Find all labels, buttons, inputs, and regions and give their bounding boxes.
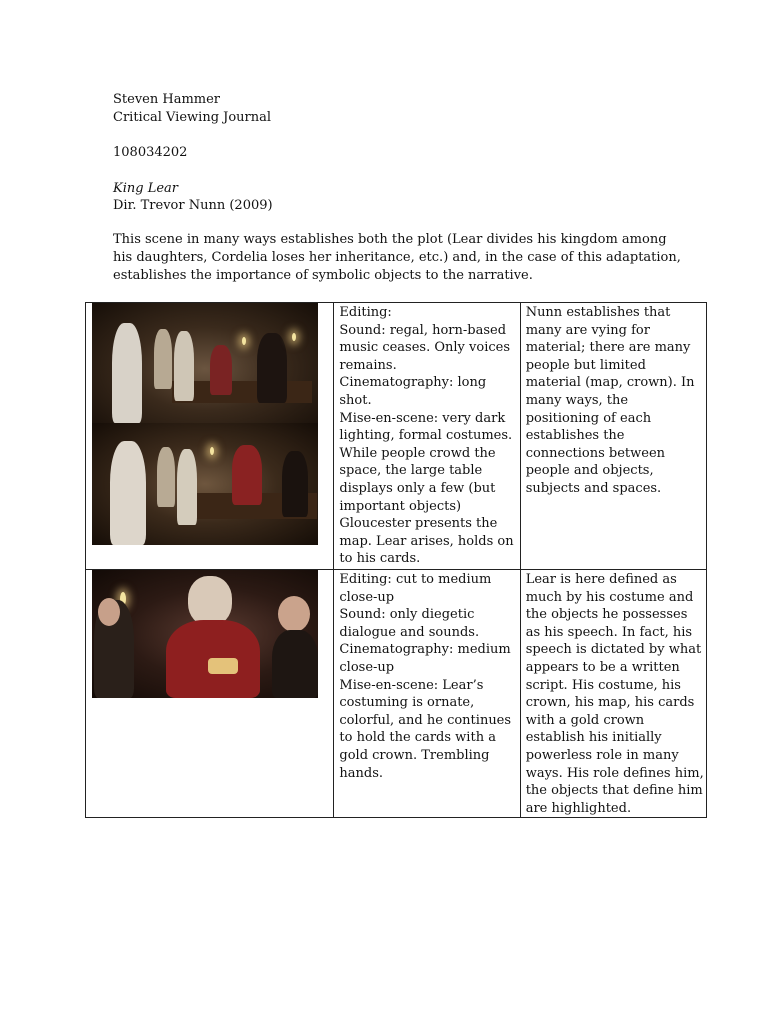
id-number: 108034202 [113,145,188,160]
commentary-line: the objects that define him [525,783,703,799]
commentary-line: are highlighted. [525,800,632,816]
viewing-journal-table [85,302,707,818]
commentary-line: people but limited [525,357,646,373]
analysis-cell [334,570,520,818]
intro-paragraph [113,231,681,284]
intro-line: establishes the importance of symbolic objects to the narrative. [113,267,533,283]
analysis-line: gold crown. Trembling [339,747,490,763]
commentary-line: establish his initially [525,730,662,746]
commentary-line: much by his costume and [525,589,694,605]
analysis-line: close-up [339,589,395,605]
analysis-line: hands. [339,765,384,781]
analysis-line: to his cards. [339,551,421,567]
analysis-line: Editing: cut to medium [339,572,492,587]
stills-cell [86,303,334,570]
analysis-line: Mise-en-scene: very dark [339,410,506,426]
analysis-line: close-up [339,659,395,675]
commentary-line: many ways, the [525,392,629,408]
analysis-line: Cinematography: long [339,375,487,391]
table-row [86,570,707,818]
film-stills [86,303,333,569]
stills-cell [86,570,334,818]
analysis-line: important objects) [339,498,462,514]
analysis-line: displays only a few (but [339,480,496,496]
commentary-cell [520,303,706,570]
analysis-line: remains. [339,357,397,373]
commentary-line: people and objects, [525,463,654,479]
commentary-line: script. His costume, his [525,677,681,693]
commentary-line: material (map, crown). In [525,375,695,391]
commentary-line: positioning of each [525,410,652,426]
analysis-line: lighting, formal costumes. [339,428,513,444]
table-row [86,303,707,570]
analysis-cell [334,303,520,570]
analysis-line: Editing: [339,305,392,320]
analysis-line: music ceases. Only voices [339,340,510,356]
analysis-line: costuming is ornate, [339,695,475,711]
analysis-line: map. Lear arises, holds on [339,533,514,549]
analysis-line: Sound: only diegetic [339,607,475,623]
analysis-line: dialogue and sounds. [339,624,480,640]
commentary-line: many are vying for [525,322,650,338]
commentary-cell [520,570,706,818]
commentary-line: with a gold crown [525,712,645,728]
commentary-line: subjects and spaces. [525,480,662,496]
commentary-line: powerless role in many [525,747,679,763]
analysis-line: Cinematography: medium [339,642,511,658]
commentary-line: Nunn establishes that [525,305,671,320]
commentary-line: appears to be a written [525,659,680,675]
analysis-line: Sound: regal, horn-based [339,322,507,338]
commentary-line: material; there are many [525,340,691,356]
commentary-line: connections between [525,445,666,461]
film-title: King Lear [113,180,178,196]
commentary-line: ways. His role defines him, [525,765,704,781]
film-still-image [92,303,318,423]
analysis-line: Mise-en-scene: Lear’s [339,677,484,693]
author-name: Steven Hammer [113,92,221,107]
analysis-line: space, the large table [339,463,483,479]
intro-line: This scene in many ways establishes both the plot (Lear divides his kingdom among [113,232,667,247]
commentary-line: crown, his map, his cards [525,695,695,711]
commentary-line: speech is dictated by what [525,642,702,658]
analysis-line: to hold the cards with a [339,730,496,746]
analysis-line: shot. [339,392,372,408]
journal-title: Critical Viewing Journal [113,109,272,125]
commentary-line: as his speech. In fact, his [525,624,693,640]
commentary-line: the objects he possesses [525,607,688,623]
analysis-line: While people crowd the [339,445,496,461]
intro-line: his daughters, Cordelia loses her inheritance, etc.) and, in the case of this adaptation, [113,249,681,265]
film-still-image [92,423,318,545]
commentary-line: Lear is here defined as [525,572,677,587]
document-header [113,91,673,215]
analysis-line: Gloucester presents the [339,516,498,532]
analysis-line: colorful, and he continues [339,712,512,728]
film-stills [86,570,333,816]
commentary-line: establishes the [525,428,625,444]
film-still-image [92,570,318,698]
director-line: Dir. Trevor Nunn (2009) [113,198,273,213]
